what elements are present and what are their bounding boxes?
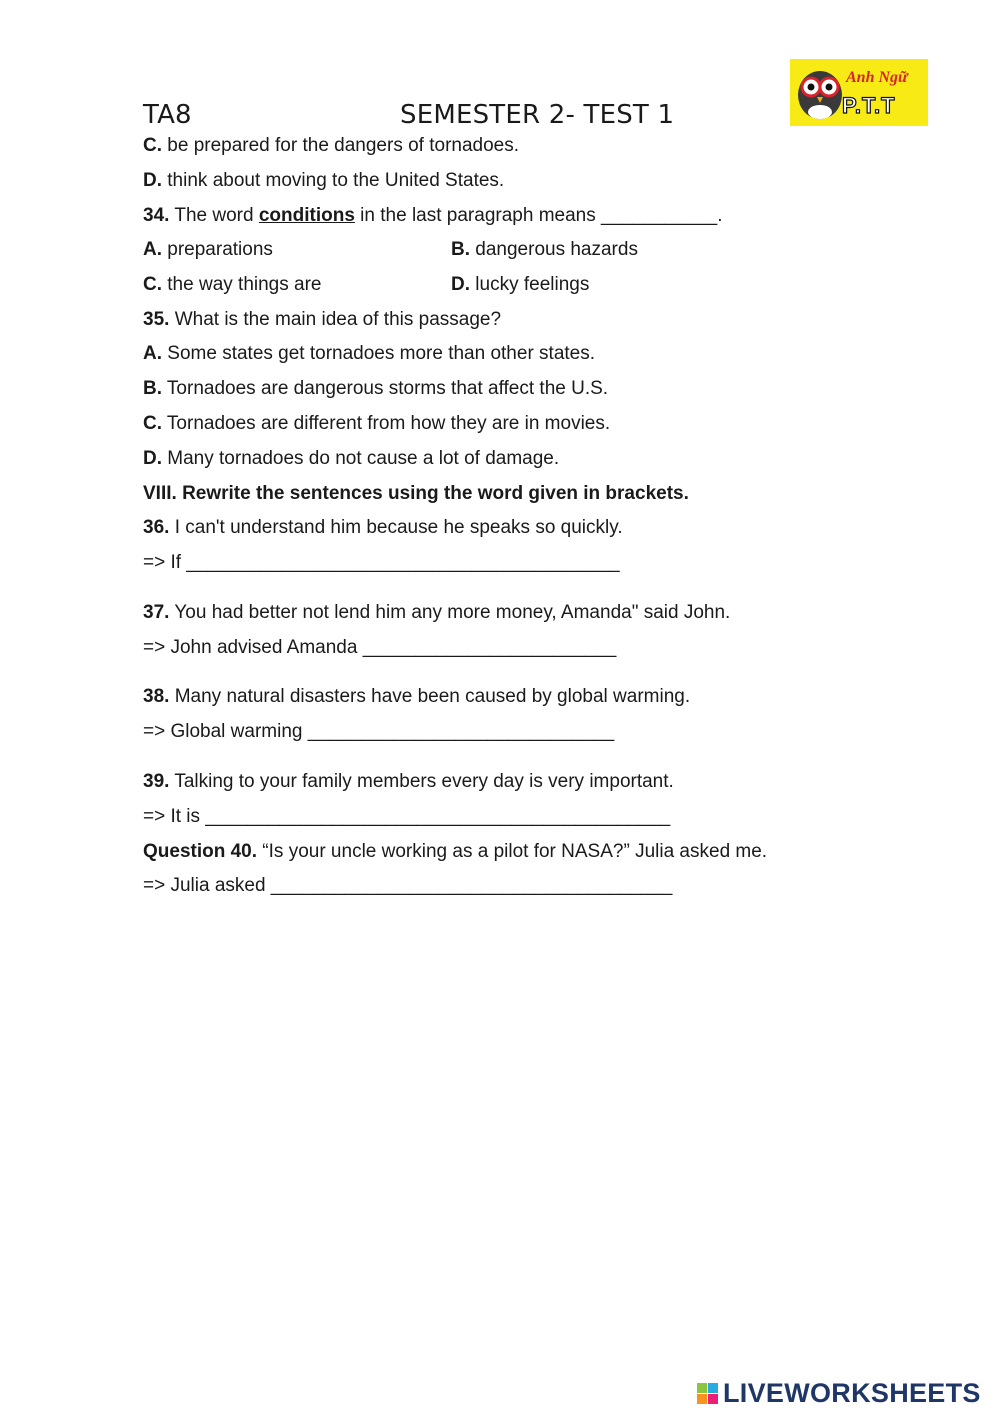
liveworksheets-brand[interactable] <box>697 1378 981 1409</box>
q35-option-b: B. Tornadoes are dangerous storms that affect the U.S. <box>143 378 609 399</box>
q40-question: Question 40. “Is your uncle working as a pilot for NASA?” Julia asked me. <box>143 841 768 862</box>
q34-option-b: B. dangerous hazards <box>451 239 638 260</box>
q34-option-d: D. lucky feelings <box>451 274 590 295</box>
brand-grid-icon <box>697 1383 719 1405</box>
q34-option-c: C. the way things are <box>143 274 322 295</box>
q34-question: 34. The word conditions in the last paragraph means ___________. <box>143 205 723 226</box>
logo-text-top: Anh Ngữ <box>846 69 908 86</box>
q36-answer-line[interactable]: => If _________________________________________ <box>143 552 620 573</box>
q40-answer-line[interactable]: => Julia asked ______________________________________ <box>143 875 673 896</box>
q33-option-d: D. think about moving to the United States. <box>143 170 505 191</box>
logo-text-bottom: P.T.T <box>842 93 896 118</box>
course-code: TA8 <box>143 100 192 130</box>
q35-option-c: C. Tornadoes are different from how they are in movies. <box>143 413 611 434</box>
school-logo <box>790 59 928 126</box>
q38-answer-line[interactable]: => Global warming _____________________________ <box>143 721 615 742</box>
owl-icon <box>794 63 848 123</box>
q35-option-d: D. Many tornadoes do not cause a lot of damage. <box>143 448 560 469</box>
q39-question: 39. Talking to your family members every day is very important. <box>143 771 674 792</box>
q33-option-c: C. be prepared for the dangers of tornadoes. <box>143 135 520 156</box>
q34-keyword: conditions <box>258 205 355 226</box>
q34-option-a: A. preparations <box>143 239 273 260</box>
section-heading: VIII. Rewrite the sentences using the word given in brackets. <box>143 483 689 504</box>
q35-question: 35. What is the main idea of this passage? <box>143 309 502 330</box>
brand-text: LIVEWORKSHEETS <box>723 1378 981 1408</box>
q37-question: 37. You had better not lend him any more money, Amanda" said John. <box>143 602 731 623</box>
q35-option-a: A. Some states get tornadoes more than other states. <box>143 343 596 364</box>
q37-answer-line[interactable]: => John advised Amanda ________________________ <box>143 637 617 658</box>
test-title: SEMESTER 2- TEST 1 <box>400 100 675 130</box>
q38-question: 38. Many natural disasters have been caused by global warming. <box>143 686 691 707</box>
q39-answer-line[interactable]: => It is ____________________________________________ <box>143 806 671 827</box>
q36-question: 36. I can't understand him because he speaks so quickly. <box>143 517 623 538</box>
